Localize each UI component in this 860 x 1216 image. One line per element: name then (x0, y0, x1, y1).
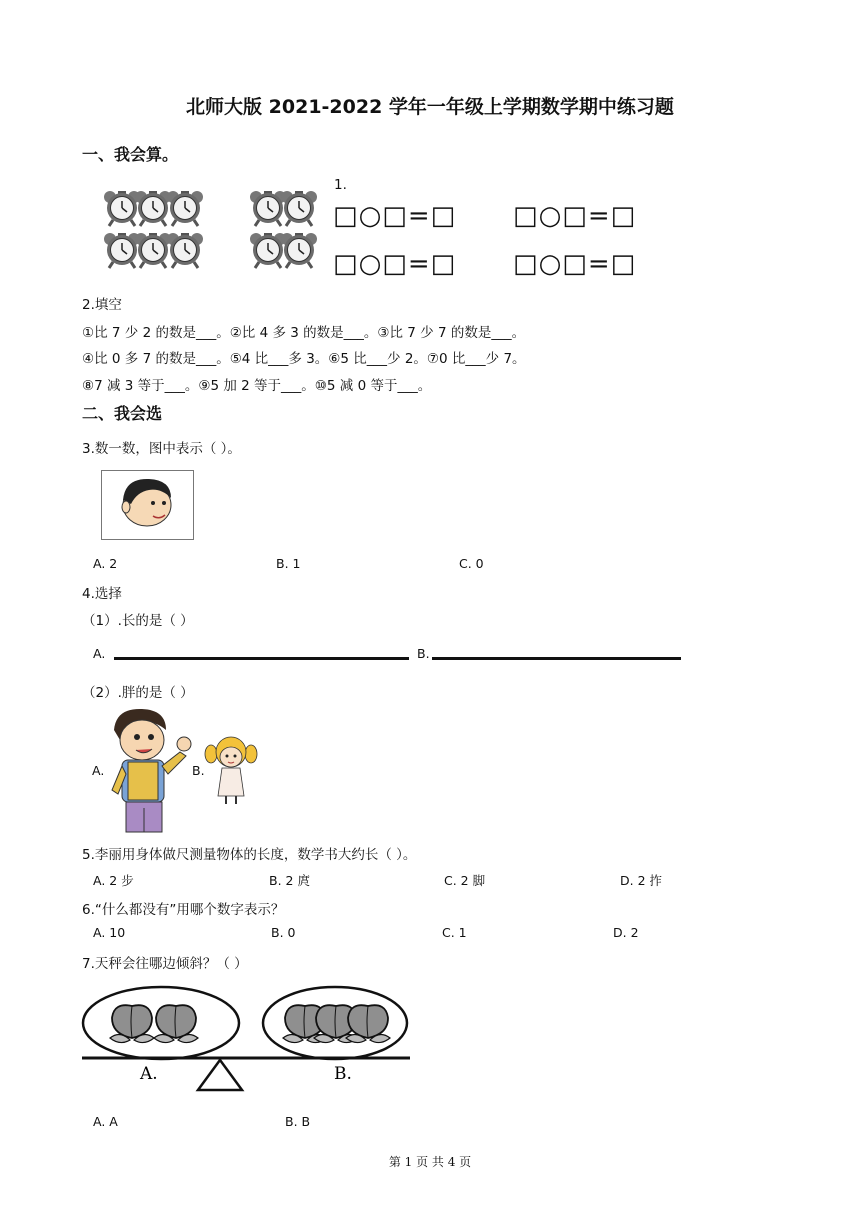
q5-option-d: D. 2 拃 (620, 873, 662, 888)
line-b (432, 657, 681, 660)
fat-boy-image (104, 704, 196, 836)
q7-option-a: A. A (93, 1114, 118, 1129)
q3-stem: 3.数一数，图中表示（ ）。 (82, 441, 241, 457)
page-footer: 第 1 页 共 4 页 (388, 1155, 472, 1169)
q2-stem: 2.填空 (82, 297, 122, 313)
q5-stem: 5.李丽用身体做尺测量物体的长度，数学书大约长（ ）。 (82, 847, 417, 863)
equation-box-2: □○□=□ (513, 201, 637, 231)
q2-line-2: ④比 0 多 7 的数是___。⑤4 比___多 3。⑥5 比___少 2。⑦0 比___少 7。 (82, 351, 526, 367)
alarm-clocks-image (100, 183, 335, 273)
q3-option-c: C. 0 (459, 556, 484, 571)
q4-sub1-option-a: A. (93, 646, 106, 661)
balance-scale-image (80, 982, 412, 1096)
pan-a-label: A. (140, 1064, 158, 1084)
q4-stem: 4.选择 (82, 586, 122, 602)
q4-sub2-stem: （2）.胖的是（ ） (82, 685, 194, 701)
q5-option-c: C. 2 脚 (444, 873, 486, 888)
q5-option-b: B. 2 庹 (269, 873, 310, 888)
q2-line-3: ⑧7 减 3 等于___。⑨5 加 2 等于___。⑩5 减 0 等于___。 (82, 378, 432, 394)
q1-number: 1. (334, 177, 347, 193)
equation-box-4: □○□=□ (513, 249, 637, 279)
q4-sub1-option-b: B. (417, 646, 430, 661)
section-heading-2: 二、我会选 (82, 404, 163, 423)
equation-box-3: □○□=□ (333, 249, 457, 279)
line-a (114, 657, 409, 660)
thin-girl-image (204, 732, 258, 808)
q6-option-d: D. 2 (613, 925, 639, 940)
equation-box-1: □○□=□ (333, 201, 457, 231)
q4-sub2-option-b: B. (192, 763, 205, 778)
q5-option-a: A. 2 步 (93, 873, 134, 888)
q6-option-a: A. 10 (93, 925, 126, 940)
q3-option-b: B. 1 (276, 556, 301, 571)
q4-sub1-stem: （1）.长的是（ ） (82, 613, 194, 629)
q6-stem: 6.“什么都没有”用哪个数字表示？ (82, 902, 285, 918)
q6-option-b: B. 0 (271, 925, 296, 940)
boy-face-image (101, 470, 194, 540)
q6-option-c: C. 1 (442, 925, 467, 940)
q7-option-b: B. B (285, 1114, 311, 1129)
q2-line-1: ①比 7 少 2 的数是___。②比 4 多 3 的数是___。③比 7 少 7 的数是___。 (82, 325, 526, 341)
q7-stem: 7.天秤会往哪边倾斜？（ ） (82, 956, 248, 972)
q3-option-a: A. 2 (93, 556, 118, 571)
section-heading-1: 一、我会算。 (82, 145, 179, 164)
page-title: 北师大版 2021-2022 学年一年级上学期数学期中练习题 (186, 96, 674, 118)
q4-sub2-option-a: A. (92, 763, 105, 778)
pan-b-label: B. (334, 1064, 352, 1084)
